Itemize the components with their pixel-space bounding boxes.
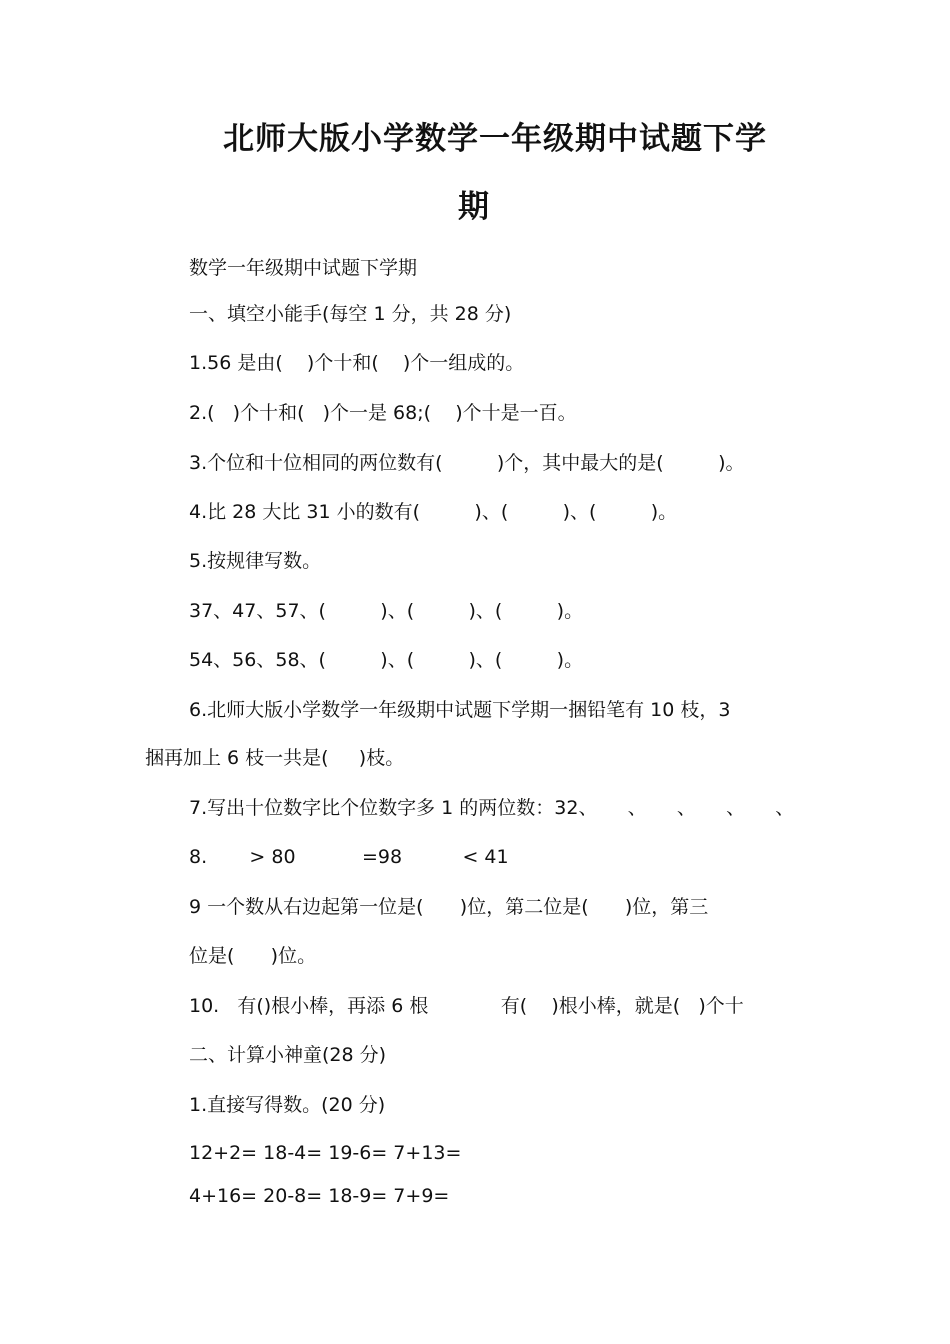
- question-line: 9 一个数从右边起第一位是( )位，第二位是( )位，第三: [189, 896, 709, 918]
- section-heading-calculation: 二、计算小神童(28 分): [189, 1044, 387, 1066]
- question-line: 1.56 是由( )个十和( )个一组成的。: [189, 352, 525, 374]
- question-line: 7.写出十位数字比个位数字多 1 的两位数：32、 、 、 、 、: [189, 797, 795, 819]
- section-heading-fill-in: 一、填空小能手(每空 1 分，共 28 分): [189, 303, 512, 325]
- question-line-continuation: 位是( )位。: [189, 945, 317, 967]
- question-line: 6.北师大版小学数学一年级期中试题下学期一捆铅笔有 10 枝，3: [189, 699, 731, 721]
- calculation-row: 12+2= 18-4= 19-6= 7+13=: [189, 1142, 462, 1164]
- question-line: 1.直接写得数。(20 分): [189, 1094, 386, 1116]
- document-title-line1: 北师大版小学数学一年级期中试题下学: [223, 121, 767, 157]
- question-line: 8. > 80 =98 < 41: [189, 846, 509, 868]
- question-line: 54、56、58、( )、( )、( )。: [189, 649, 584, 671]
- calculation-row: 4+16= 20-8= 18-9= 7+9=: [189, 1185, 450, 1207]
- subtitle-line: 数学一年级期中试题下学期: [189, 257, 418, 279]
- question-line: 2.( )个十和( )个一是 68;( )个十是一百。: [189, 402, 577, 424]
- question-line-continuation: 捆再加上 6 枝一共是( )枝。: [145, 747, 405, 769]
- question-line: 37、47、57、( )、( )、( )。: [189, 600, 584, 622]
- question-line: 3.个位和十位相同的两位数有( )个，其中最大的是( )。: [189, 452, 745, 474]
- document-title-line2: 期: [458, 189, 490, 225]
- question-line: 10. 有()根小棒，再添 6 根 有( )根小棒，就是( )个十: [189, 995, 744, 1017]
- question-line: 5.按规律写数。: [189, 550, 322, 572]
- question-line: 4.比 28 大比 31 小的数有( )、( )、( )。: [189, 501, 678, 523]
